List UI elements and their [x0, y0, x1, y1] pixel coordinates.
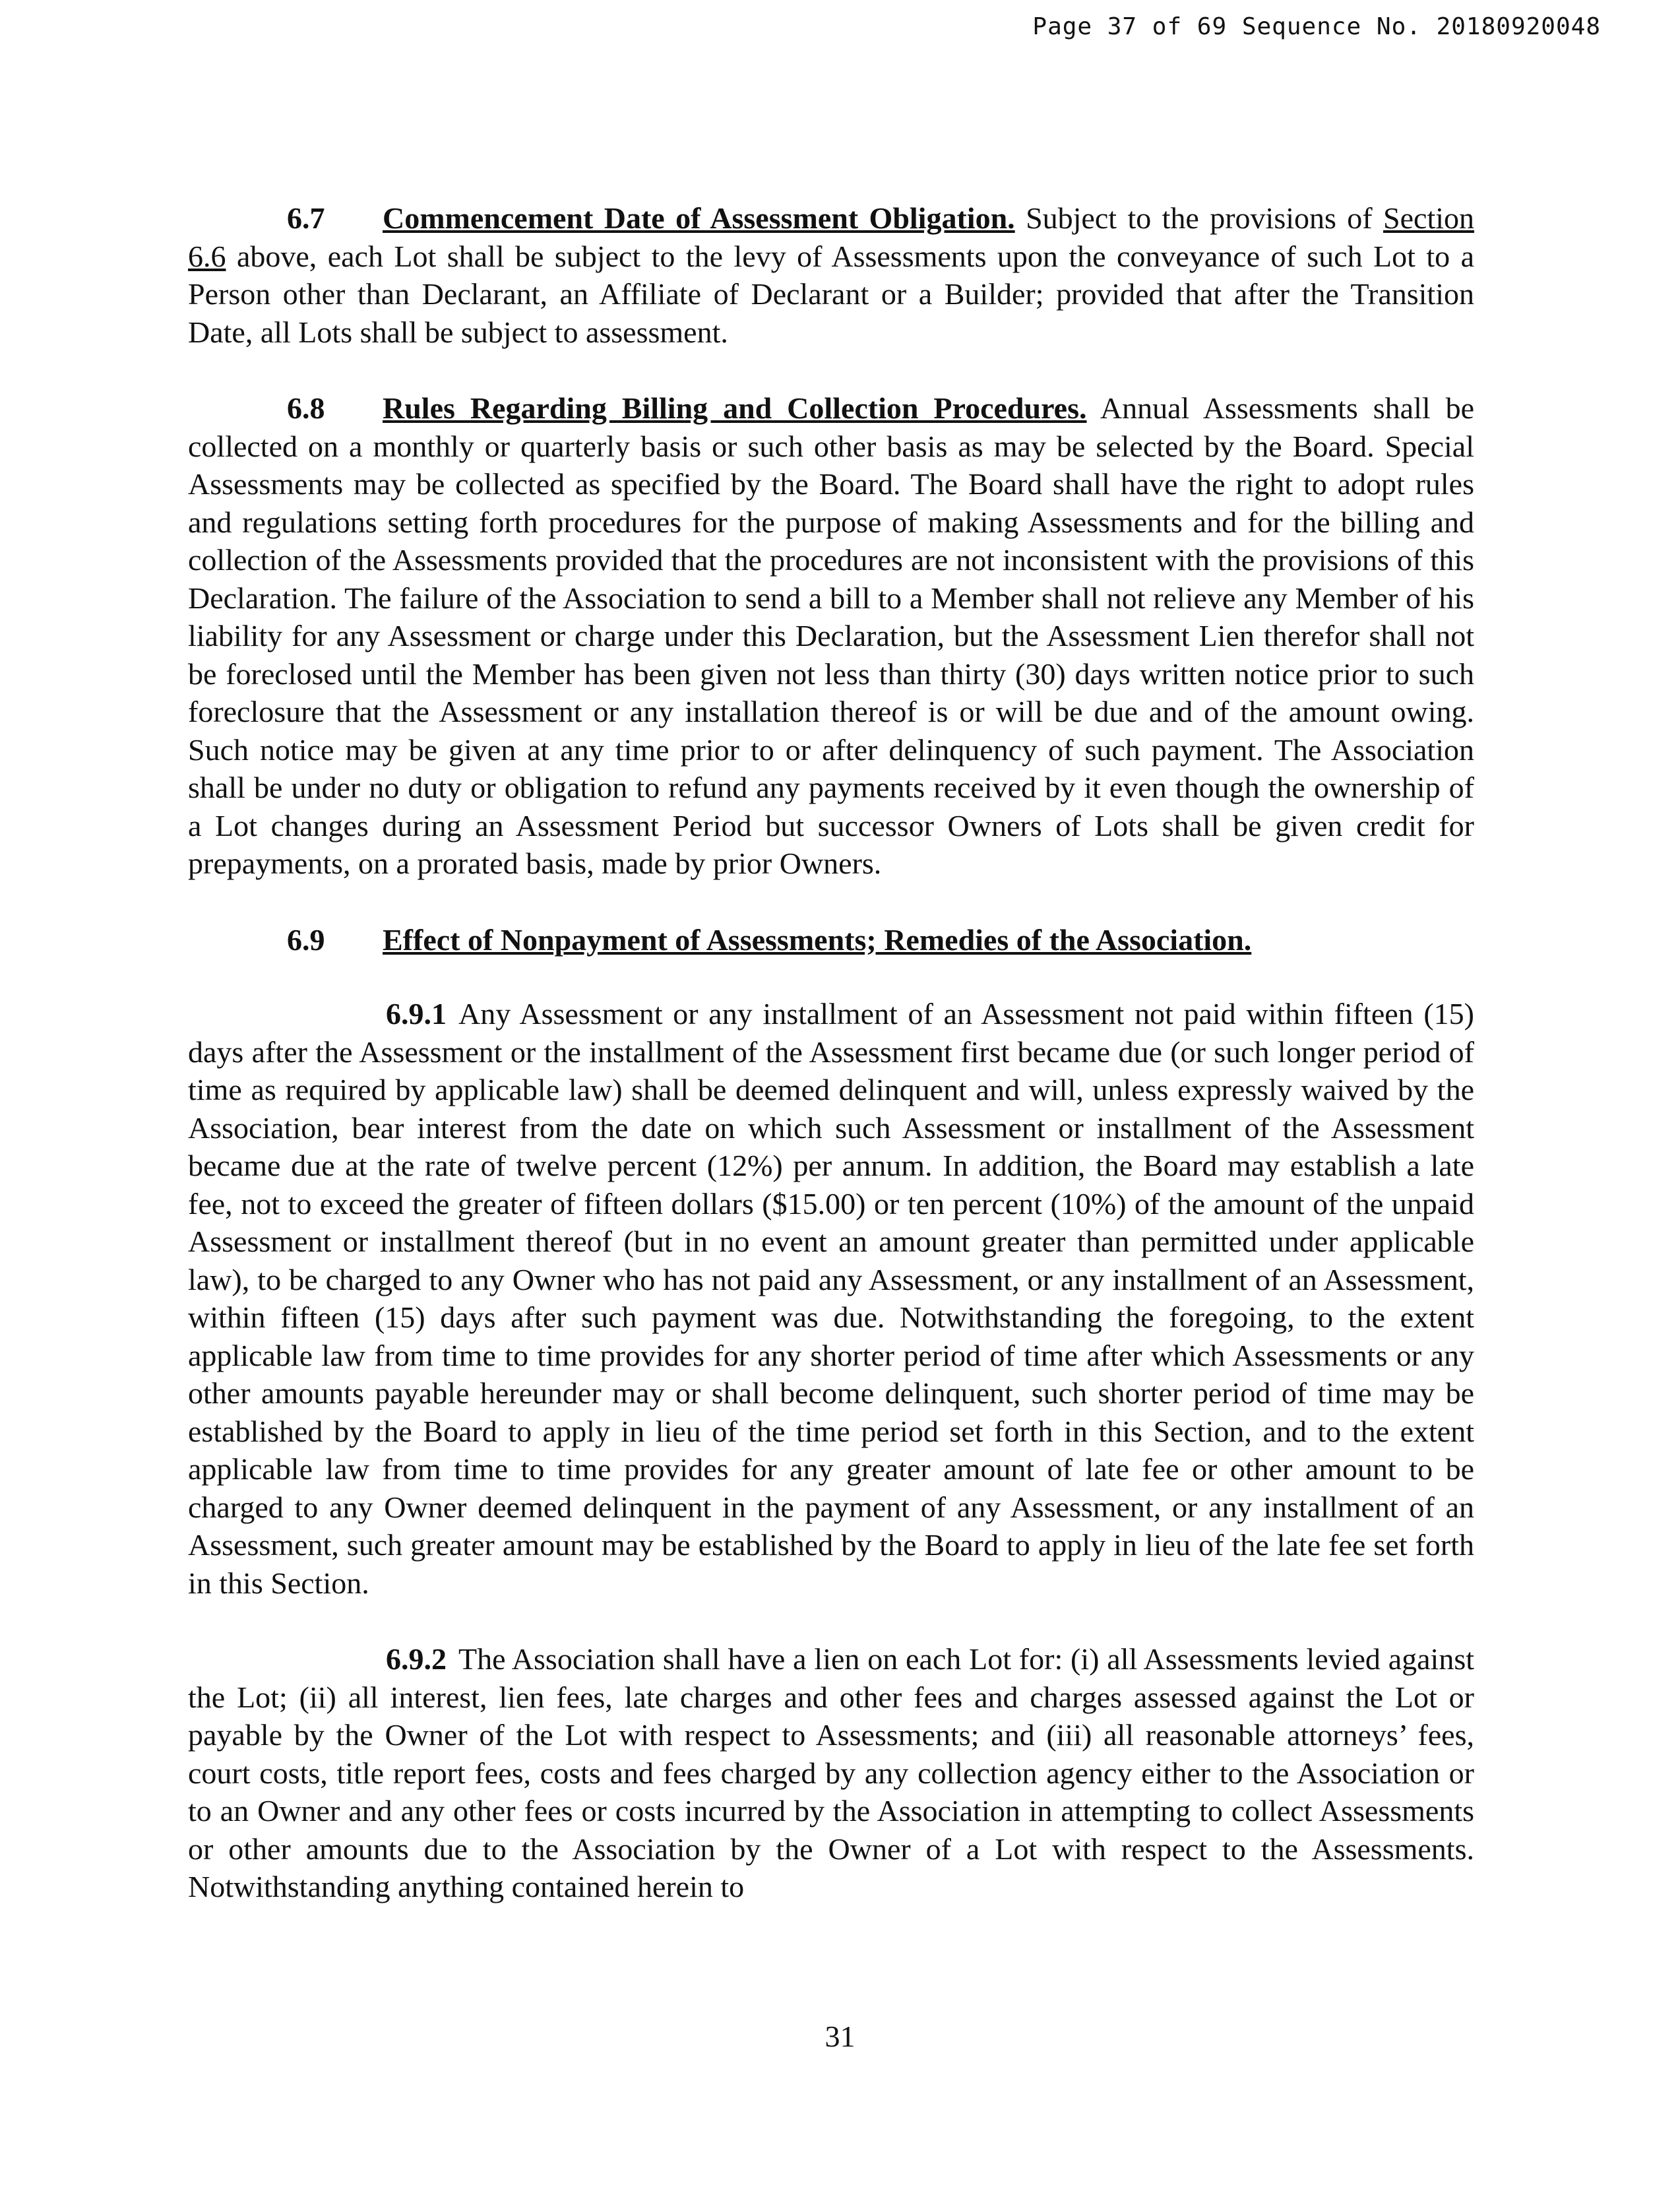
subsection-6-9-1	[188, 995, 1474, 1602]
page-header-sequence: Page 37 of 69 Sequence No. 20180920048	[1032, 13, 1601, 40]
section-text-continued: above, each Lot shall be subject to the levy of Assessments upon the conveyance of such Lot to a Person other than Declarant, an Affiliate of Declarant or a Builder; provided that after the Transition Date, all Lots shall be subject to assessment.	[188, 239, 1474, 349]
section-title: Commencement Date of Assessment Obligation.	[383, 201, 1015, 235]
section-6-7	[188, 199, 1474, 351]
subsection-number: 6.9.2	[386, 1642, 447, 1676]
subsection-number: 6.9.1	[386, 997, 447, 1031]
section-number: 6.7	[287, 201, 325, 235]
page-number: 31	[824, 2020, 856, 2053]
document-body	[188, 199, 1474, 1944]
section-number: 6.9	[287, 922, 325, 957]
section-text: Subject to the provisions of	[1026, 201, 1384, 235]
section-title: Effect of Nonpayment of Assessments; Remedies of the Association.	[383, 922, 1252, 957]
section-title: Rules Regarding Billing and Collection Procedures.	[383, 391, 1087, 425]
section-6-8	[188, 389, 1474, 883]
section-text: Annual Assessments shall be collected on a monthly or quarterly basis or such other basis as may be selected by the Board. Special Assessments may be collected as specified by the Board. The Board shall have the right to adopt rules and regulations setting forth procedures for the purpose of making Assessments and for the billing and collection of the Assessments provided that the procedures are not inconsistent with the provisions of this Declaration. The failure of the Association to send a bill to a Member shall not relieve any Member of his liability for any Assessment or charge under this Declaration, but the Assessment Lien therefor shall not be foreclosed until the Member has been given not less than thirty (30) days written notice prior to such foreclosure that the Assessment or any installation thereof is or will be due and of the amount owing. Such notice may be given at any time prior to or after delinquency of such payment. The Association shall be under no duty or obligation to refund any payments received by it even though the ownership of a Lot changes during an Assessment Period but successor Owners of Lots shall be given credit for prepayments, on a prorated basis, made by prior Owners.	[188, 391, 1474, 880]
subsection-text: Any Assessment or any installment of an Assessment not paid within fifteen (15) days after the Assessment or the installment of the Assessment first became due (or such longer period of time as required by applicable law) shall be deemed delinquent and will, unless expressly waived by the Association, bear interest from the date on which such Assessment or installment of the Assessment became due at the rate of twelve percent (12%) per annum. In addition, the Board may establish a late fee, not to exceed the greater of fifteen dollars ($15.00) or ten percent (10%) of the amount of the unpaid Assessment or installment thereof (but in no event an amount greater than permitted under applicable law), to be charged to any Owner who has not paid any Assessment, or any installment of an Assessment, within fifteen (15) days after such payment was due. Notwithstanding the foregoing, to the extent applicable law from time to time provides for any shorter period of time after which Assessments or any other amounts payable hereunder may or shall become delinquent, such shorter period of time may be established by the Board to apply in lieu of the time period set forth in this Section, and to the extent applicable law from time to time provides for any greater amount of late fee or other amount to be charged to any Owner deemed delinquent in the payment of any Assessment, or any installment of an Assessment, such greater amount may be established by the Board to apply in lieu of the late fee set forth in this Section.	[188, 997, 1474, 1600]
section-6-9	[188, 921, 1474, 959]
section-reference: Section 6.6	[188, 201, 1475, 273]
subsection-text: The Association shall have a lien on each Lot for: (i) all Assessments levied against the Lot; (ii) all interest, lien fees, late charges and other fees and charges assessed against the Lot or payable by the Owner of the Lot with respect to Assessments; and (iii) all reasonable attorneys’ fees, court costs, title report fees, costs and fees charged by any collection agency either to the Association or to an Owner and any other fees or costs incurred by the Association in attempting to collect Assessments or other amounts due to the Association by the Owner of a Lot with respect to the Assessments. Notwithstanding anything contained herein to	[188, 1642, 1474, 1903]
subsection-6-9-2	[188, 1640, 1474, 1906]
section-number: 6.8	[287, 391, 325, 425]
